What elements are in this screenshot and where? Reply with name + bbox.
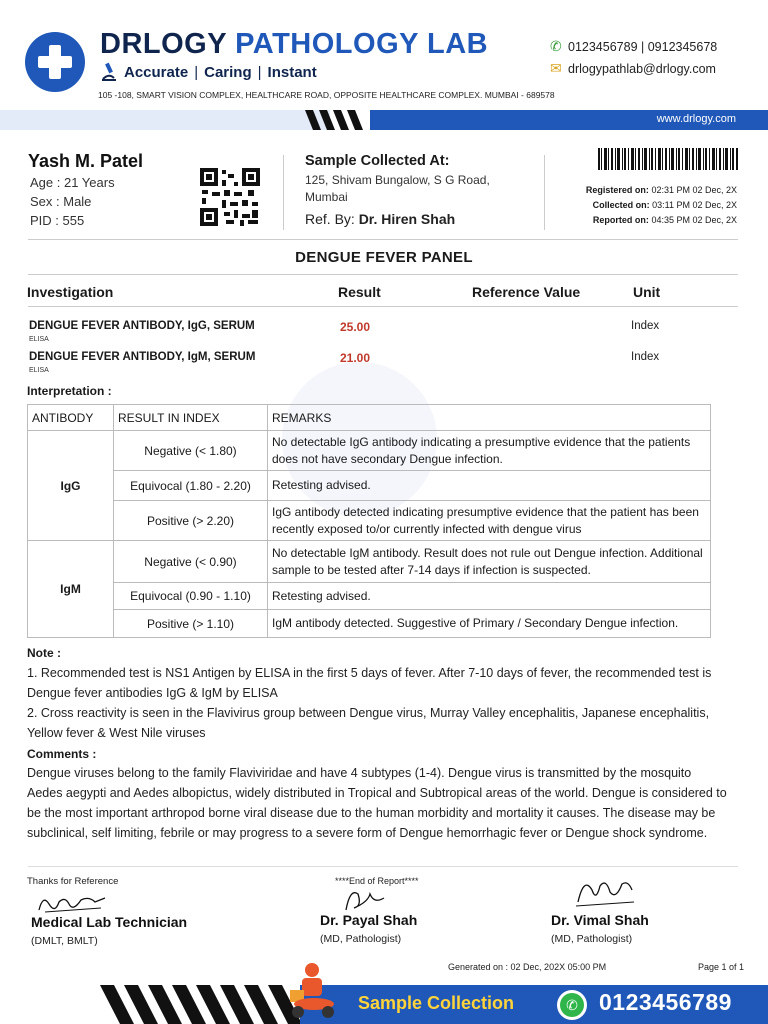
result-igm: 21.00 xyxy=(340,351,371,365)
lab-address: 105 -108, SMART VISION COMPLEX, HEALTHCARE ROAD, OPPOSITE HEALTHCARE COMPLEX. MUMBAI - 689578 xyxy=(98,90,555,100)
thanks-note: Thanks for Reference xyxy=(27,876,119,887)
microscope-icon xyxy=(100,62,118,82)
signature-payal-shah xyxy=(340,884,390,914)
separator xyxy=(28,239,738,240)
website-link[interactable]: www.drlogy.com xyxy=(656,113,736,125)
collected-on: Collected on: 03:11 PM 02 Dec, 2X xyxy=(592,200,737,210)
header-band xyxy=(0,110,768,130)
technician-name: Medical Lab Technician xyxy=(31,914,188,930)
note-2: 2. Cross reactivity is seen in the Flavivirus group between Dengue virus, Murray Valley encephalitis, Japanese encephalitis, Yellow fever & West Nile viruses xyxy=(27,706,710,740)
phone-icon: ✆ xyxy=(550,38,562,54)
reported-on: Reported on: 04:35 PM 02 Dec, 2X xyxy=(592,215,737,225)
patient-age: Age : 21 Years xyxy=(30,175,115,190)
patient-name: Yash M. Patel xyxy=(28,151,144,171)
barcode xyxy=(598,148,738,176)
table-row: Equivocal (1.80 - 2.20) Retesting advised. xyxy=(28,471,711,501)
separator xyxy=(28,306,738,307)
test-name-igm: DENGUE FEVER ANTIBODY, IgM, SERUM xyxy=(29,351,256,363)
separator xyxy=(28,274,738,275)
test-method: ELISA xyxy=(29,336,49,343)
note-1: 1. Recommended test is NS1 Antigen by ELISA in the first 5 days of fever. After 7-10 days of fever, the recommended test is Dengue fever antibodies IgG & IgM by ELISA xyxy=(27,666,712,700)
separator xyxy=(28,866,738,867)
sample-collection-label: Sample Collection xyxy=(358,993,515,1013)
table-row: Equivocal (0.90 - 1.10) Retesting advised. xyxy=(28,583,711,610)
note-title: Note : xyxy=(27,646,61,660)
referred-by: Ref. By: Dr. Hiren Shah xyxy=(305,211,456,227)
col-unit: Unit xyxy=(633,284,661,300)
table-row: Positive (> 2.20) IgG antibody detected indicating presumptive evidence that the patient has been recently exposed to/or currently infected with dengue virus xyxy=(28,501,711,541)
table-header: ANTIBODY RESULT IN INDEX REMARKS xyxy=(28,405,711,431)
sample-address: 125, Shivam Bungalow, S G Road, Mumbai xyxy=(305,173,490,204)
delivery-rider-icon xyxy=(282,960,342,1020)
divider xyxy=(544,155,545,230)
unit-igg: Index xyxy=(631,320,660,332)
doctor1-degree: (MD, Pathologist) xyxy=(320,933,402,945)
patient-pid: PID : 555 xyxy=(30,213,85,228)
end-of-report: ****End of Report**** xyxy=(335,876,419,886)
divider xyxy=(283,155,284,230)
interpretation-title: Interpretation : xyxy=(27,384,112,398)
comments-text: Dengue viruses belong to the family Flaviviridae and have 4 subtypes (1-4). Dengue virus is transmitted by the mosquito Aedes aegypti and Aedes albopictus, widely distributed in Tropical and Subtropical areas of the world. Dengue is considered to be the most important arthropod borne viral disease due to the human morbidity and mortality it causes. The disease may be subclinical, self limiting, febrile or may progress to a severe form of Dengue hemorrhagic fever or Dengue shock syndrome. xyxy=(27,766,727,840)
mail-icon: ✉ xyxy=(550,60,562,76)
test-method: ELISA xyxy=(29,367,49,374)
table-row: IgM Negative (< 0.90) No detectable IgM antibody. Result does not rule out Dengue infection. Additional sample to be tested after 7-14 days if infection is suspected. xyxy=(28,541,711,583)
doctor2-degree: (MD, Pathologist) xyxy=(551,933,633,945)
footer-phone[interactable]: 0123456789 xyxy=(599,989,732,1015)
result-igg: 25.00 xyxy=(340,320,371,334)
col-result: Result xyxy=(338,284,381,300)
doctor2-name: Dr. Vimal Shah xyxy=(551,912,649,928)
antibody-igm: IgM xyxy=(28,541,114,638)
interpretation-table xyxy=(27,404,711,638)
registered-on: Registered on: 02:31 PM 02 Dec, 2X xyxy=(585,185,737,195)
tagline: Accurate | Caring | Instant xyxy=(124,64,317,81)
signature-vimal-shah xyxy=(570,872,640,910)
report-title: DENGUE FEVER PANEL xyxy=(295,249,473,266)
lab-name: DRLOGY PATHOLOGY LAB xyxy=(100,28,489,60)
doctor1-name: Dr. Payal Shah xyxy=(320,912,418,928)
comments-title: Comments : xyxy=(27,747,97,761)
technician-degree: (DMLT, BMLT) xyxy=(31,935,98,947)
email-contact: ✉ drlogypathlab@drlogy.com xyxy=(550,60,716,76)
col-reference: Reference Value xyxy=(472,284,581,300)
page-number: Page 1 of 1 xyxy=(697,962,744,972)
unit-igm: Index xyxy=(631,351,660,363)
antibody-igg: IgG xyxy=(28,431,114,541)
table-row: Positive (> 1.10) IgM antibody detected. Suggestive of Primary / Secondary Dengue infection. xyxy=(28,610,711,638)
test-name-igg: DENGUE FEVER ANTIBODY, IgG, SERUM xyxy=(29,320,255,332)
patient-sex: Sex : Male xyxy=(30,194,92,209)
phone-contact: ✆ 0123456789 | 0912345678 xyxy=(550,38,718,54)
stripe-decoration xyxy=(100,985,310,1024)
whatsapp-icon[interactable]: ✆ xyxy=(557,990,587,1020)
qr-code xyxy=(200,168,260,226)
sample-title: Sample Collected At: xyxy=(305,153,450,169)
table-row: IgG Negative (< 1.80) No detectable IgG antibody indicating a presumptive evidence that the patients does not have secondary Dengue infection. xyxy=(28,431,711,471)
generated-on: Generated on : 02 Dec, 202X 05:00 PM xyxy=(448,962,607,972)
col-investigation: Investigation xyxy=(27,284,114,300)
lab-logo xyxy=(25,32,85,92)
signature-technician xyxy=(35,890,110,916)
